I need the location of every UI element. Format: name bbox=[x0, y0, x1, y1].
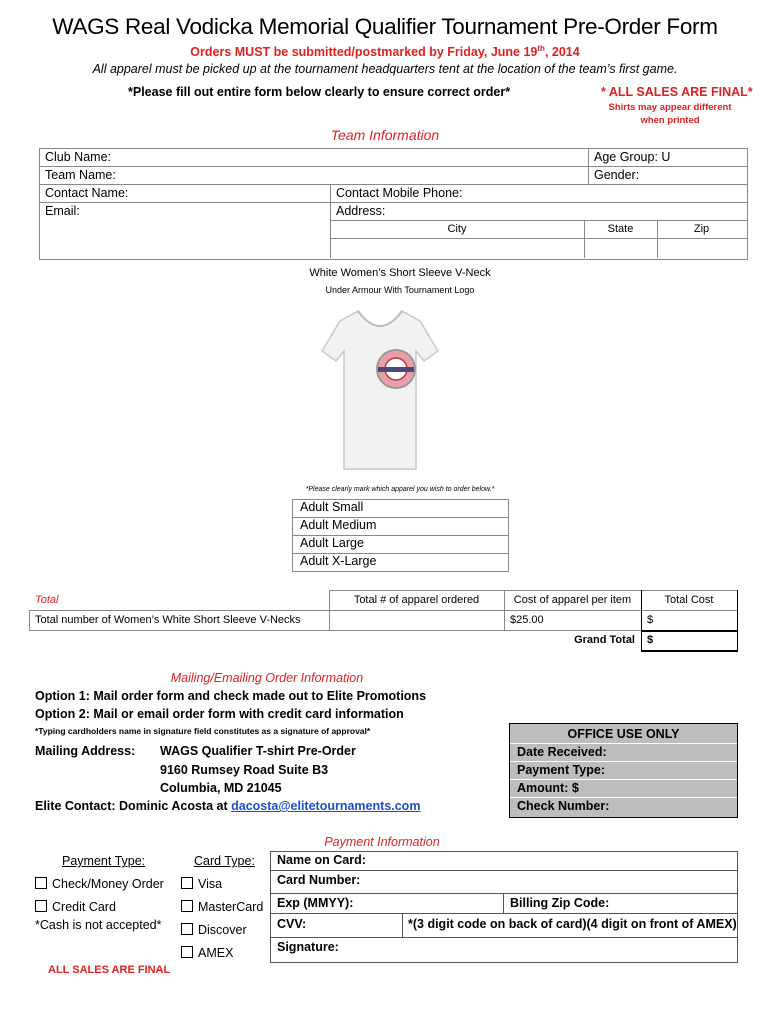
payment-type-heading: Payment Type: bbox=[62, 854, 146, 868]
check-money-option[interactable] bbox=[35, 877, 164, 891]
product-subtitle: Under Armour With Tournament Logo bbox=[325, 285, 475, 295]
address-line-3: Columbia, MD 21045 bbox=[160, 781, 282, 795]
grand-total-input[interactable]: $ bbox=[647, 634, 654, 646]
office-heading: OFFICE USE ONLY bbox=[567, 727, 680, 741]
signature-field[interactable]: Signature: bbox=[277, 940, 339, 954]
team-info-form bbox=[39, 148, 747, 259]
card-number-field[interactable]: Card Number: bbox=[277, 873, 361, 887]
mastercard-label: MasterCard bbox=[198, 900, 264, 914]
contact-phone-field[interactable]: Contact Mobile Phone: bbox=[336, 186, 463, 200]
elite-contact bbox=[35, 799, 420, 813]
visa-label: Visa bbox=[198, 877, 223, 891]
email-field[interactable]: Email: bbox=[45, 204, 80, 218]
shirts-note-1: Shirts may appear different bbox=[608, 102, 732, 113]
exp-field[interactable]: Exp (MMYY): bbox=[277, 896, 354, 910]
club-name-field[interactable]: Club Name: bbox=[45, 150, 111, 164]
team-name-field[interactable]: Team Name: bbox=[45, 168, 116, 182]
office-payment-type: Payment Type: bbox=[517, 763, 605, 777]
totals-table bbox=[29, 590, 738, 652]
price-per-item: $25.00 bbox=[510, 614, 544, 626]
size-small[interactable]: Adult Small bbox=[293, 500, 509, 518]
row-label: Total number of Women’s White Short Sleeve V-Necks bbox=[35, 614, 301, 626]
payment-heading: Payment Information bbox=[324, 835, 440, 849]
checkbox-icon[interactable] bbox=[181, 900, 193, 912]
pickup-note: All apparel must be picked up at the tournament headquarters tent at the location of the team’s first game. bbox=[92, 62, 678, 76]
office-amount: Amount: $ bbox=[517, 781, 579, 795]
product-name: White Women’s Short Sleeve V-Neck bbox=[309, 267, 491, 279]
grand-total-label: Grand Total bbox=[574, 634, 635, 646]
typing-note: *Typing cardholders name in signature field constitutes as a signature of approval* bbox=[35, 726, 371, 736]
card-type-heading: Card Type: bbox=[194, 854, 255, 868]
deadline-sup: th bbox=[537, 44, 545, 53]
tshirt-image bbox=[318, 305, 442, 477]
option-2: Option 2: Mail or email order form with credit card information bbox=[35, 707, 404, 721]
total-cost-input[interactable]: $ bbox=[647, 614, 654, 626]
col-qty-header: Total # of apparel ordered bbox=[353, 594, 480, 606]
checkbox-icon[interactable] bbox=[181, 946, 193, 958]
check-money-label: Check/Money Order bbox=[52, 877, 164, 891]
mastercard-option[interactable] bbox=[181, 900, 263, 914]
city-label: City bbox=[447, 223, 467, 235]
name-on-card-field[interactable]: Name on Card: bbox=[277, 853, 366, 867]
checkbox-icon[interactable] bbox=[181, 877, 193, 889]
final-note: * ALL SALES ARE FINAL* bbox=[601, 85, 753, 99]
age-group-field[interactable]: Age Group: U bbox=[594, 150, 671, 164]
mailing-heading: Mailing/Emailing Order Information bbox=[170, 671, 364, 685]
office-use-box bbox=[509, 723, 738, 818]
billing-zip-field[interactable]: Billing Zip Code: bbox=[510, 896, 610, 910]
office-check-number: Check Number: bbox=[517, 799, 610, 813]
option-1: Option 1: Mail order form and check made out to Elite Promotions bbox=[35, 689, 427, 703]
size-medium[interactable]: Adult Medium bbox=[293, 518, 509, 536]
total-label: Total bbox=[35, 594, 59, 606]
gender-field[interactable]: Gender: bbox=[594, 168, 640, 182]
address-field[interactable]: Address: bbox=[336, 204, 386, 218]
zip-label: Zip bbox=[693, 223, 710, 235]
col-cost-header: Cost of apparel per item bbox=[513, 594, 632, 606]
col-total-header: Total Cost bbox=[664, 594, 714, 606]
amex-label: AMEX bbox=[198, 946, 234, 960]
address-line-2: 9160 Rumsey Road Suite B3 bbox=[160, 763, 329, 777]
qty-input[interactable] bbox=[330, 611, 504, 630]
cash-note: *Cash is not accepted* bbox=[35, 918, 162, 932]
checkbox-icon[interactable] bbox=[35, 900, 47, 912]
deadline-note bbox=[0, 44, 770, 59]
page-title: WAGS Real Vodicka Memorial Qualifier Tournament Pre-Order Form bbox=[52, 14, 718, 39]
card-details-form bbox=[270, 851, 737, 962]
address-line-1: WAGS Qualifier T-shirt Pre-Order bbox=[160, 744, 356, 758]
cvv-note: *(3 digit code on back of card)(4 digit on front of AMEX) bbox=[408, 917, 737, 931]
office-date-received: Date Received: bbox=[517, 745, 607, 759]
checkbox-icon[interactable] bbox=[35, 877, 47, 889]
state-label: State bbox=[607, 223, 634, 235]
deadline-year: , 2014 bbox=[544, 45, 580, 60]
visa-option[interactable] bbox=[181, 877, 222, 891]
contact-email-link[interactable]: dacosta@elitetournaments.com bbox=[231, 799, 421, 813]
team-info-heading: Team Information bbox=[330, 127, 440, 143]
size-xlarge[interactable]: Adult X-Large bbox=[293, 554, 509, 572]
credit-card-label: Credit Card bbox=[52, 900, 116, 914]
deadline-text: Orders MUST be submitted/postmarked by Friday, June 19 bbox=[190, 45, 538, 60]
contact-name-field[interactable]: Contact Name: bbox=[45, 186, 129, 200]
discover-label: Discover bbox=[198, 923, 247, 937]
shirts-note-2: when printed bbox=[640, 115, 700, 126]
credit-card-option[interactable] bbox=[35, 900, 116, 914]
mailing-address-label: Mailing Address: bbox=[35, 744, 136, 758]
checkbox-icon[interactable] bbox=[181, 923, 193, 935]
product-note: *Please clearly mark which apparel you wish to order below.* bbox=[305, 486, 495, 493]
amex-option[interactable] bbox=[181, 946, 233, 960]
payment-final-note: ALL SALES ARE FINAL bbox=[48, 964, 171, 976]
elite-contact-label: Elite Contact: Dominic Acosta at bbox=[35, 799, 228, 813]
discover-option[interactable] bbox=[181, 923, 247, 937]
size-large[interactable]: Adult Large bbox=[293, 536, 509, 554]
size-options bbox=[292, 499, 509, 572]
cvv-field[interactable]: CVV: bbox=[277, 917, 307, 931]
fill-note: *Please fill out entire form below clearly to ensure correct order* bbox=[128, 85, 511, 99]
